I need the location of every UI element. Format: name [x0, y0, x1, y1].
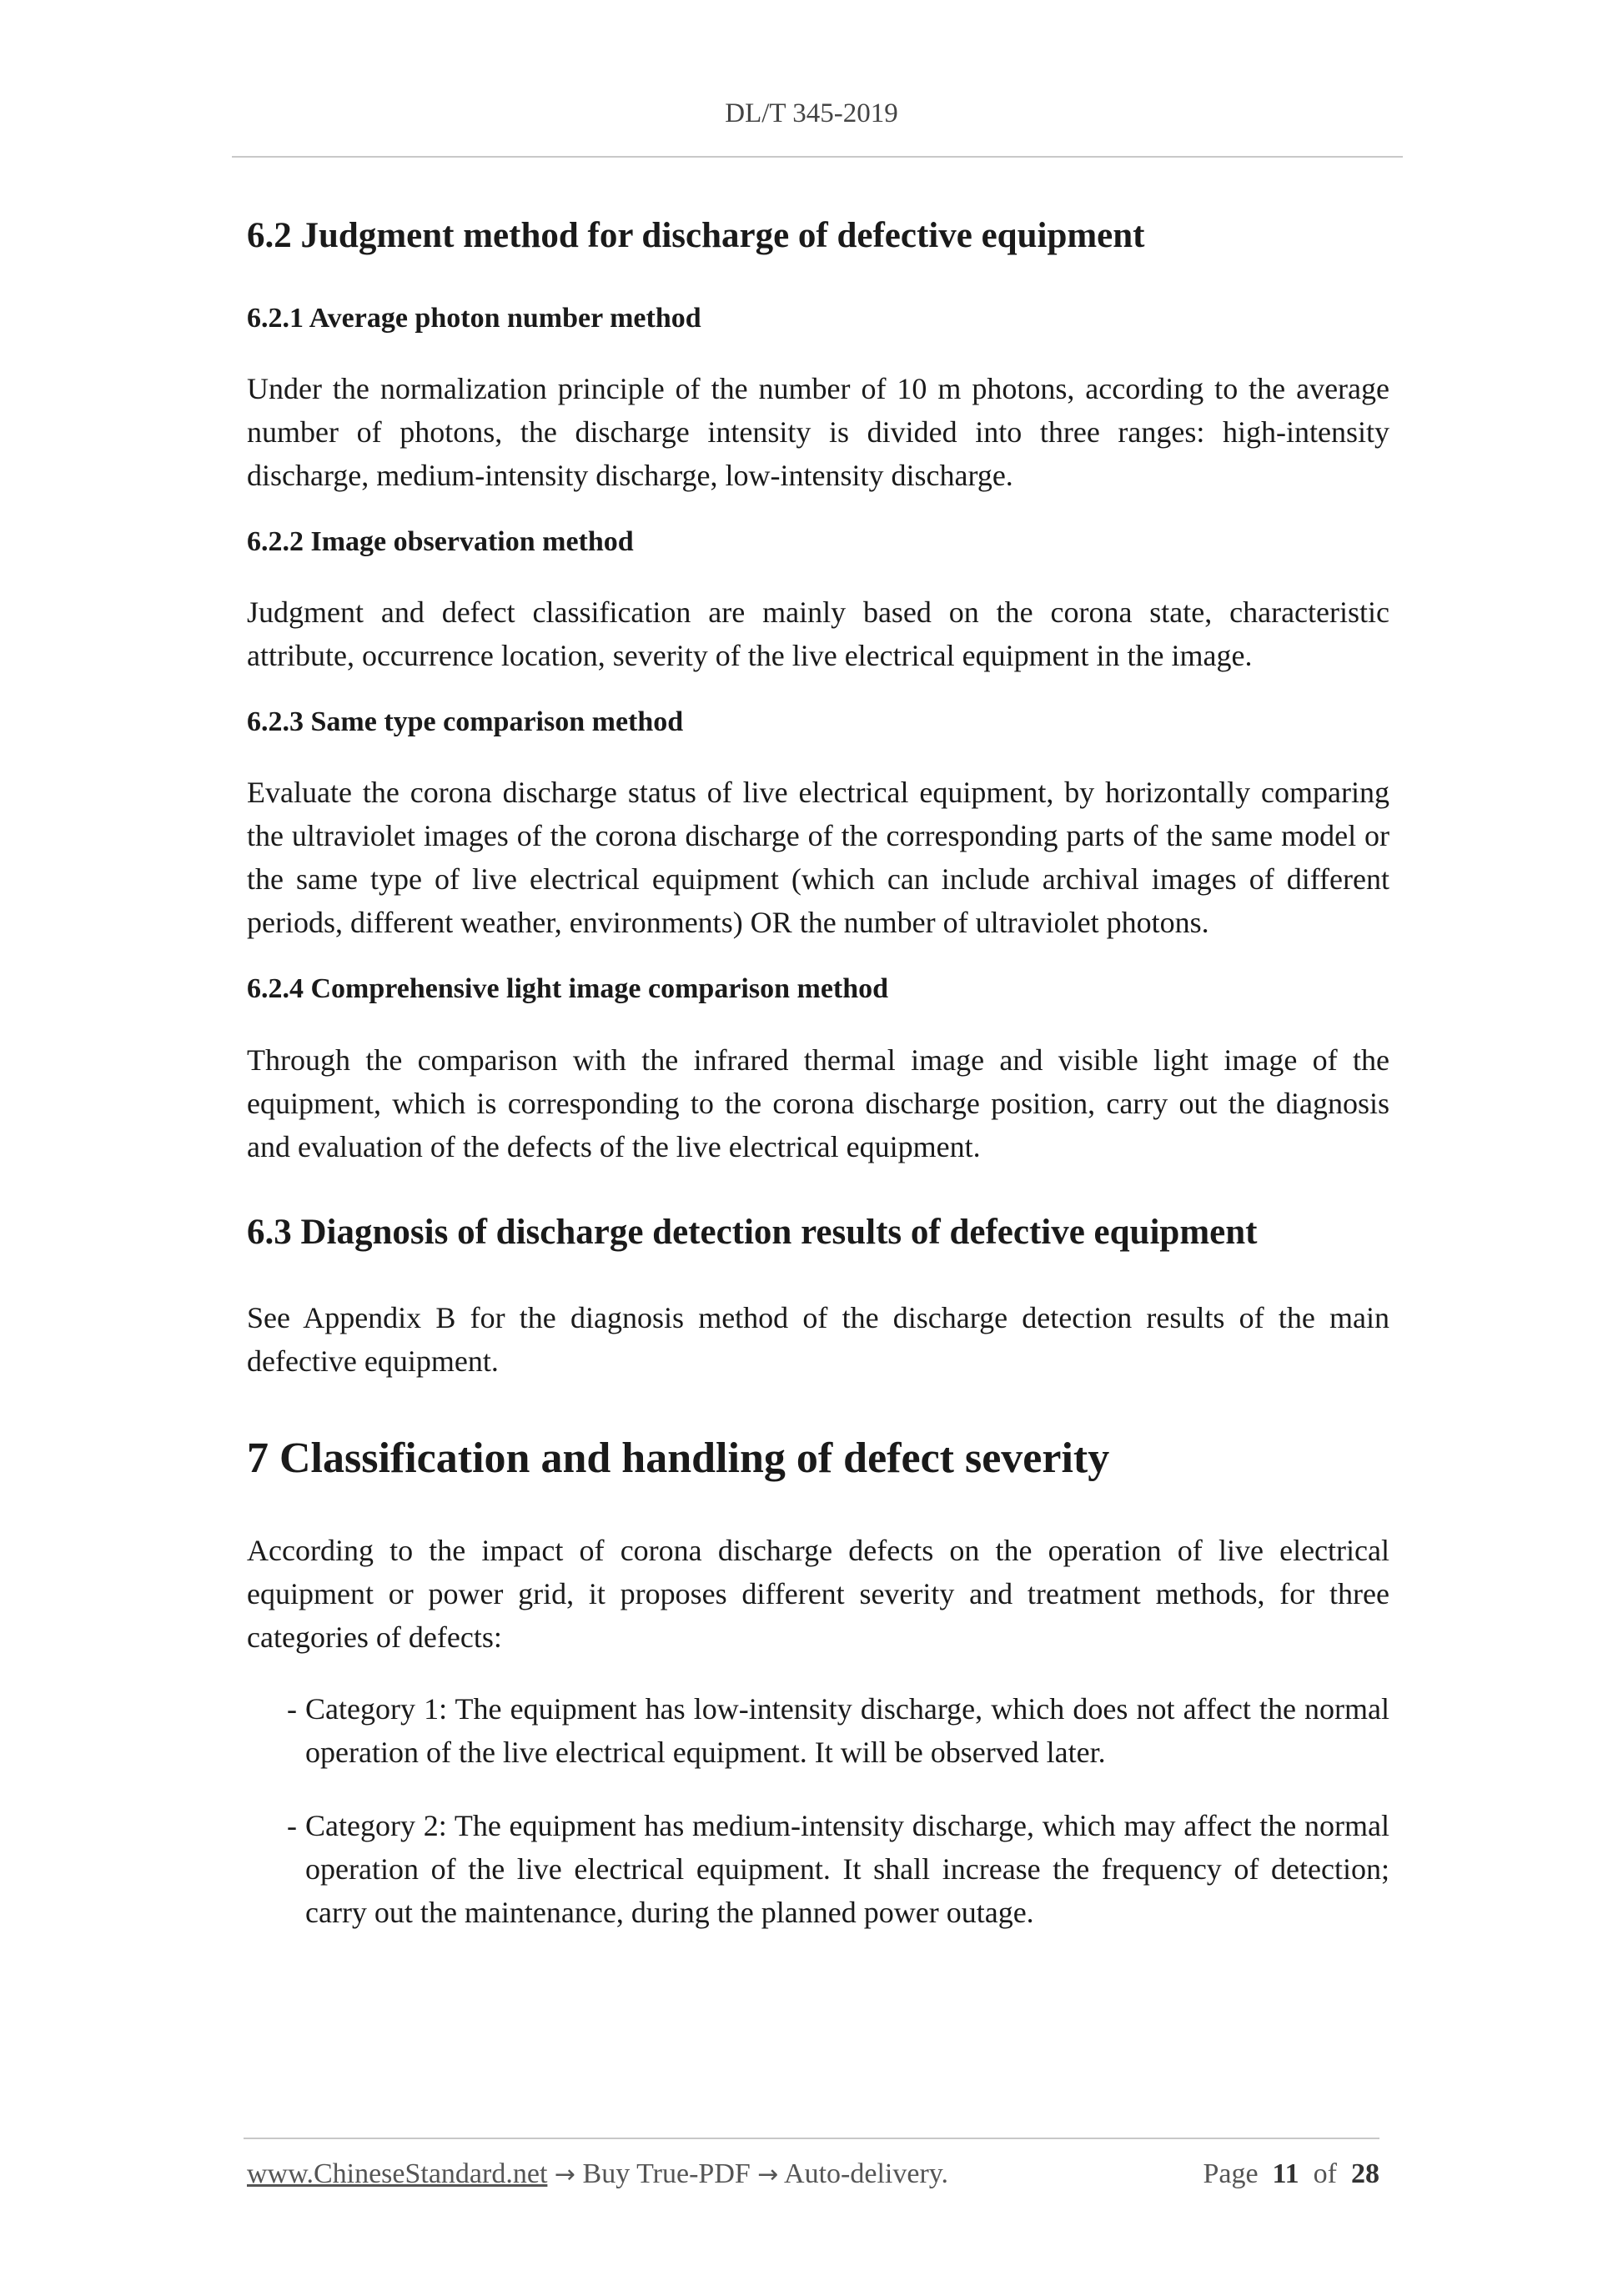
defect-category-list [247, 1687, 1389, 1934]
page-total: 28 [1351, 2158, 1379, 2189]
section-6-2-2-heading: 6.2.2 Image observation method [247, 525, 634, 557]
section-6-2-3-heading: 6.2.3 Same type comparison method [247, 706, 684, 738]
footer-divider [244, 2138, 1379, 2139]
page-of: of [1313, 2158, 1337, 2189]
document-body [247, 210, 1389, 1934]
section-6-2-4-heading: 6.2.4 Comprehensive light image comparison method [247, 973, 889, 1005]
list-item [247, 1804, 1389, 1934]
list-dash: - [287, 1809, 297, 1843]
buy-pdf-text: Buy True-PDF [582, 2158, 751, 2189]
list-item [247, 1687, 1389, 1774]
list-item-text: Category 1: The equipment has low-intensity discharge, which does not affect the normal operation of the live electrical equipment. It will be observed later. [305, 1692, 1389, 1770]
section-6-2-1-heading: 6.2.1 Average photon number method [247, 302, 701, 334]
section-6-2-3-text: Evaluate the corona discharge status of live electrical equipment, by horizontally comparing the ultraviolet images of the corona discharge of the corresponding parts of the same model or the same type of live electrical equipment (which can include archival images of different periods, different weather, environments) OR the number of ultraviolet photons. [247, 776, 1389, 940]
section-7-heading: 7 Classification and handling of defect severity [247, 1434, 1110, 1483]
arrow-right-icon: → [757, 2160, 779, 2189]
site-link[interactable]: www.ChineseStandard.net [247, 2158, 548, 2189]
section-6-3-text: See Appendix B for the diagnosis method of the discharge detection results of the main defective equipment. [247, 1301, 1389, 1379]
footer-promo [247, 2158, 948, 2190]
auto-delivery-text: Auto-delivery. [784, 2158, 949, 2189]
section-6-2-heading: 6.2 Judgment method for discharge of defective equipment [247, 216, 1145, 255]
section-6-2-2-text: Judgment and defect classification are mainly based on the corona state, characteristic attribute, occurrence location, severity of the live electrical equipment in the image. [247, 595, 1389, 673]
page-label: Page [1203, 2158, 1259, 2189]
section-6-2-4-text: Through the comparison with the infrared thermal image and visible light image of the equipment, which is corresponding to the corona discharge position, carry out the diagnosis and evaluation of the defects of the live electrical equipment. [247, 1042, 1389, 1163]
list-dash: - [287, 1692, 297, 1726]
arrow-right-icon: → [554, 2160, 576, 2189]
page-number [1203, 2158, 1379, 2190]
section-7-intro: According to the impact of corona discharge defects on the operation of live electrical equipment or power grid, it proposes different severity and treatment methods, for three categories of defects: [247, 1534, 1389, 1655]
list-item-text: Category 2: The equipment has medium-intensity discharge, which may affect the normal operation of the live electrical equipment. It shall increase the frequency of detection; carry out the maintenance, during the planned power outage. [305, 1809, 1389, 1930]
page-footer [247, 2158, 1379, 2190]
section-6-2-1-text: Under the normalization principle of the number of 10 m photons, according to the average number of photons, the discharge intensity is divided into three ranges: high-intensity discharge, medium-intensity discharge, low-intensity discharge. [247, 371, 1389, 492]
section-6-3-heading: 6.3 Diagnosis of discharge detection results of defective equipment [247, 1212, 1258, 1252]
page-current: 11 [1272, 2158, 1299, 2189]
header-divider [232, 156, 1403, 158]
document-code-header: DL/T 345-2019 [725, 98, 898, 128]
